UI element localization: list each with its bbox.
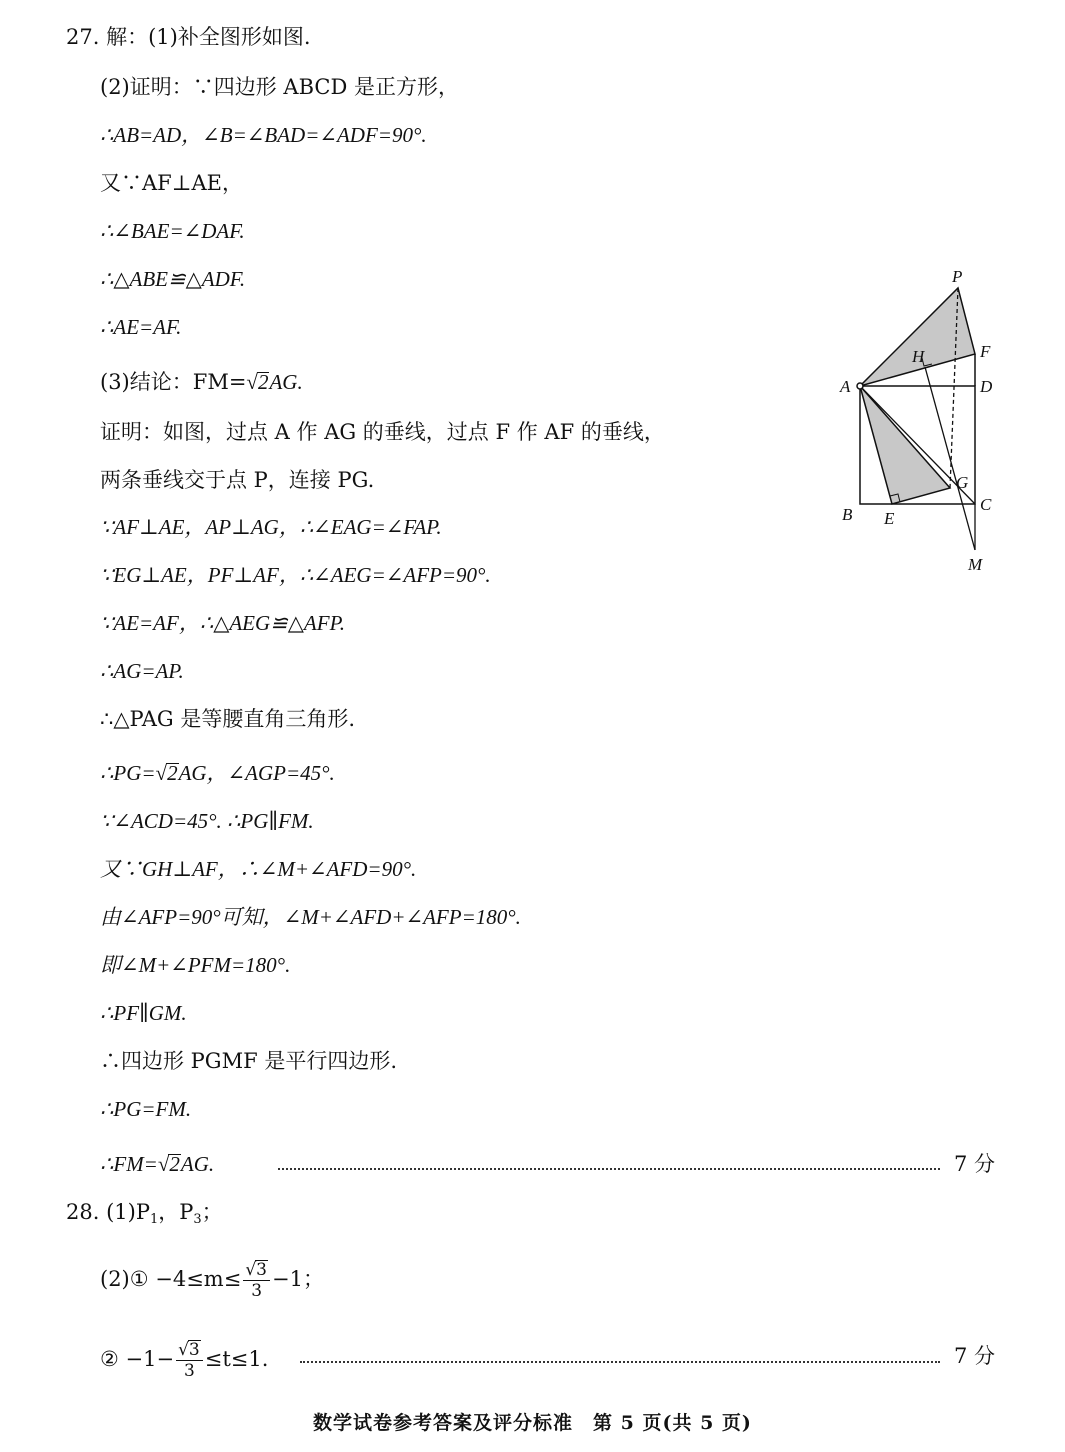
q27-line-16-a: ∴PG= xyxy=(100,761,156,785)
subscript: 3 xyxy=(193,1212,202,1227)
q27-line-12: ∵EG⊥AE，PF⊥AF，∴∠AEG=∠AFP=90°. xyxy=(100,563,491,587)
q27-line-9: 证明：如图，过点 A 作 AG 的垂线，过点 F 作 AF 的垂线， xyxy=(100,420,665,444)
q27-score: 7 分 xyxy=(954,1152,996,1176)
label-P: P xyxy=(952,267,963,286)
q27-line-13: ∵AE=AF，∴△AEG≌△AFP. xyxy=(100,611,345,635)
shaded-triangle-AEG xyxy=(860,386,950,504)
q28-line-1-e: ； xyxy=(201,1200,223,1224)
q28-line-3 xyxy=(100,1340,268,1381)
q28-line-1-c: ，P xyxy=(158,1200,194,1224)
page-footer: 数学试卷参考答案及评分标准 第 5 页(共 5 页) xyxy=(313,1412,752,1434)
label-G: G xyxy=(956,473,969,492)
q27-line-8-c: AG. xyxy=(269,370,303,394)
q27-line-17: ∵∠ACD=45°. ∴PG∥FM. xyxy=(100,809,314,833)
q27-line-16: ∴PG=√2AG，∠AGP=45°. xyxy=(100,761,335,785)
q27-line-20: 即∠M+∠PFM=180°. xyxy=(100,953,291,977)
q27-line-24-c: AG. xyxy=(180,1152,215,1176)
q27-line-10: 两条垂线交于点 P，连接 PG. xyxy=(100,468,375,492)
label-D: D xyxy=(980,377,993,396)
q28-line-3-b: ≤t≤1. xyxy=(204,1347,269,1371)
denominator: 3 xyxy=(251,1281,263,1301)
q27-line-6: ∴△ABE≌△ADF. xyxy=(100,267,246,291)
label-H: H xyxy=(912,347,925,366)
fraction: $\frac{√3}{3}$ xyxy=(243,1260,270,1301)
q27-line-7: ∴AE=AF. xyxy=(100,315,182,339)
sqrt-2: 2 xyxy=(167,761,178,785)
label-M: M xyxy=(968,555,983,574)
q27-line-8-a: (3)结论：FM= xyxy=(100,370,247,394)
q27-line-5: ∴∠BAE=∠DAF. xyxy=(100,219,245,243)
q27-line-21: ∴PF∥GM. xyxy=(100,1001,187,1025)
subscript: 1 xyxy=(149,1212,159,1227)
sqrt-2: 2 xyxy=(257,370,269,394)
denominator: 3 xyxy=(183,1361,195,1381)
q28-line-1 xyxy=(66,1197,223,1235)
q27-line-15: ∴△PAG 是等腰直角三角形. xyxy=(100,707,356,731)
fraction: $\frac{√3}{3}$ xyxy=(176,1340,203,1381)
score-leader-dots xyxy=(300,1361,940,1363)
sqrt-3: 3 xyxy=(256,1260,267,1280)
q27-line-1: 27. 解：(1)补全图形如图. xyxy=(66,25,311,49)
score-leader-dots xyxy=(278,1168,940,1170)
q28-line-2-b: −1； xyxy=(271,1267,324,1291)
q27-line-24: ∴FM=√2AG. xyxy=(100,1152,215,1176)
q27-line-4: 又∵AF⊥AE， xyxy=(100,171,243,195)
point-A-marker xyxy=(857,383,863,389)
q27-line-19: 由∠AFP=90°可知，∠M+∠AFD+∠AFP=180°. xyxy=(100,905,521,929)
sqrt-2: 2 xyxy=(169,1152,180,1176)
label-F: F xyxy=(980,342,991,361)
label-B: B xyxy=(842,505,853,524)
q28-score: 7 分 xyxy=(954,1344,996,1368)
q28-line-2 xyxy=(100,1260,324,1301)
geometry-figure xyxy=(830,258,1020,588)
q27-line-11: ∵AF⊥AE，AP⊥AG，∴∠EAG=∠FAP. xyxy=(100,515,442,539)
q27-line-16-c: AG，∠AGP=45°. xyxy=(178,761,335,785)
label-C: C xyxy=(980,495,992,514)
sqrt-3: 3 xyxy=(188,1340,200,1360)
q28-line-2-a: (2)① −4≤m≤ xyxy=(100,1267,242,1291)
q27-line-23: ∴PG=FM. xyxy=(100,1097,192,1121)
q28-line-3-a: ② −1− xyxy=(100,1347,175,1371)
q27-line-24-a: ∴FM= xyxy=(100,1152,158,1176)
line-HM xyxy=(925,367,975,550)
q27-line-2: (2)证明：∵四边形 ABCD 是正方形， xyxy=(100,75,459,99)
q27-line-18: 又∵GH⊥AF，∴∠M+∠AFD=90°. xyxy=(100,857,417,881)
q27-line-22: ∴四边形 PGMF 是平行四边形. xyxy=(100,1049,398,1073)
q27-line-8: (3)结论：FM=√2AG. xyxy=(100,370,303,394)
label-A: A xyxy=(840,377,851,396)
q28-line-1-a: 28. (1)P xyxy=(66,1200,150,1224)
q27-line-14: ∴AG=AP. xyxy=(100,659,184,683)
q27-line-3: ∴AB=AD，∠B=∠BAD=∠ADF=90°. xyxy=(100,123,427,147)
label-E: E xyxy=(884,509,895,528)
